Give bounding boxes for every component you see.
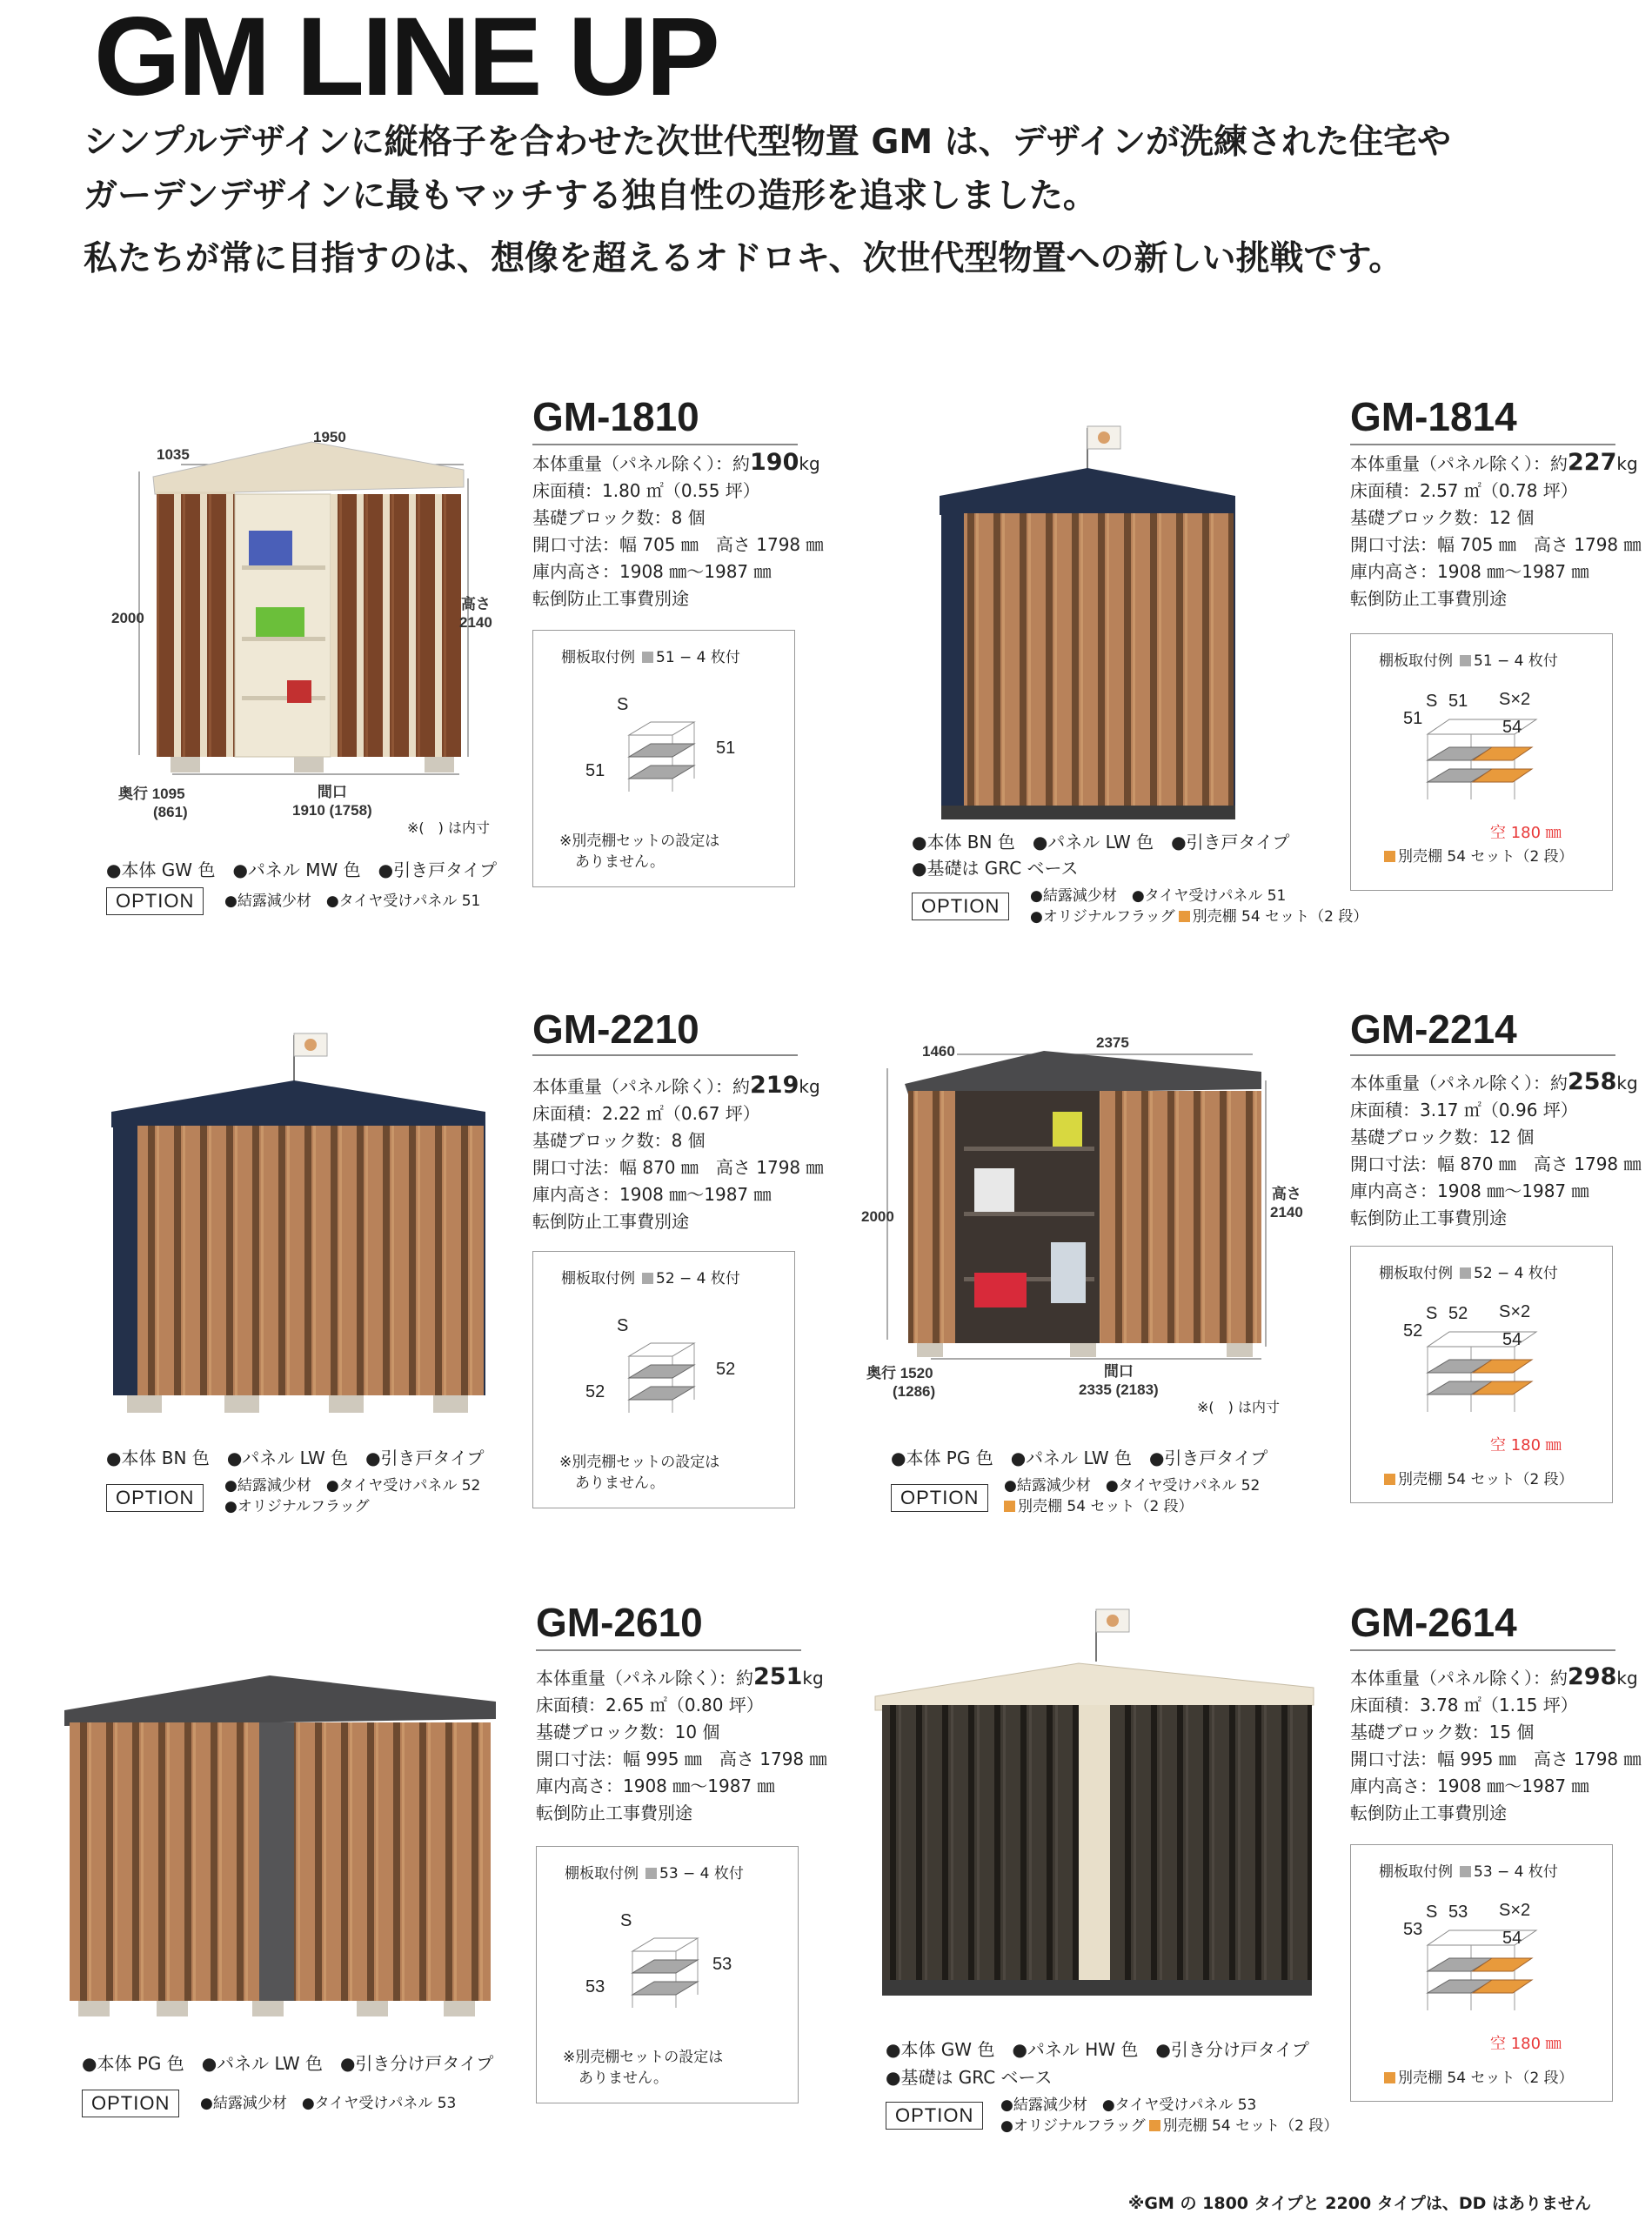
option-label: OPTION [891, 1484, 988, 1512]
footnote: ※GM の 1800 タイプと 2200 タイプは、DD はありません [1127, 2194, 1591, 2213]
option-list: ●結露減少材 ●タイヤ受けパネル 51 [224, 893, 481, 910]
gm-2610-illustration [61, 1653, 505, 2036]
dim-opening: 間口 2335 (2183) [1079, 1363, 1159, 1398]
dim-height-right: 高さ 2140 [1270, 1186, 1303, 1221]
shelf-caption: 棚板取付例 52 − 4 枚付 [1379, 1265, 1558, 1282]
shelf-example-box: 棚板取付例 53 − 4 枚付 S 53 53 ※別売棚セットの設定は ありません。 [536, 1846, 799, 2103]
shelf-diagram-icon [1419, 1923, 1541, 2019]
dim-opening: 間口 1910 (1758) [292, 784, 372, 819]
gm-1810-illustration [103, 409, 512, 835]
feature-line-2: ●基礎は GRC ベース [912, 858, 1079, 879]
option-label: OPTION [886, 2102, 983, 2130]
feature-line: ●本体 PG 色 ●パネル LW 色 ●引き分け戸タイプ [82, 2053, 494, 2074]
spec-list: 本体重量（パネル除く）：約190kg 床面積：1.80 ㎡（0.55 坪） 基礎ブロック数：8 個 開口寸法：幅 705 ㎜ 高さ 1798 ㎜ 庫内高さ：1908 ㎜～1987 ㎜ 転倒防止工事費別途 [532, 449, 824, 609]
option-list: ●結露減少材 ●タイヤ受けパネル 53 ●オリジナルフラッグ 別売棚 54 セット（2 段） [1000, 2097, 1339, 2135]
model-name: GM-2610 [536, 1600, 703, 1645]
dim-width-top: 1950 [313, 429, 346, 445]
dim-height-right: 高さ 2140 [459, 596, 492, 631]
gm-2210-illustration [103, 1025, 512, 1425]
divider [536, 1649, 801, 1651]
divider [532, 1054, 798, 1056]
feature-line-2: ●基礎は GRC ベース [886, 2067, 1053, 2088]
shelf-example-box: 棚板取付例 51 − 4 枚付 S 51 51 ※別売棚セットの設定は ありません。 [532, 630, 795, 887]
option-list: ●結露減少材 ●タイヤ受けパネル 53 [200, 2095, 457, 2112]
model-name: GM-1810 [532, 394, 699, 439]
spec-list: 本体重量（パネル除く）：約219kg 床面積：2.22 ㎡（0.67 坪） 基礎ブロック数：8 個 開口寸法：幅 870 ㎜ 高さ 1798 ㎜ 庫内高さ：1908 ㎜～1987 ㎜ 転倒防止工事費別途 [532, 1072, 824, 1232]
intro-line-3: 私たちが常に目指すのは、想像を超えるオドロキ、次世代型物置への新しい挑戦です。 [84, 239, 1403, 278]
shelf-diagram-icon [612, 1339, 707, 1417]
option-label: OPTION [912, 893, 1009, 920]
page-title: GM LINE UP [94, 0, 718, 119]
shelf-caption: 棚板取付例 51 − 4 枚付 [1379, 652, 1558, 670]
dim-depth-top: 1460 [922, 1043, 955, 1060]
gm-1814-illustration [922, 418, 1253, 835]
divider [1350, 444, 1615, 445]
intro-line-2: ガーデンデザインに最もマッチする独自性の造形を追求しました。 [84, 177, 1097, 216]
gm-2214-illustration [861, 1016, 1314, 1416]
spec-list: 本体重量（パネル除く）：約227kg 床面積：2.57 ㎡（0.78 坪） 基礎ブロック数：12 個 開口寸法：幅 705 ㎜ 高さ 1798 ㎜ 庫内高さ：1908 ㎜～1987 ㎜ 転倒防止工事費別途 [1350, 449, 1642, 609]
shelf-example-box: 棚板取付例 53 − 4 枚付 S 53 S×2 53 54 空 180 ㎜ 別売棚 54 セット（2 段） [1350, 1844, 1613, 2102]
dim-depth-bottom: 奥行 1520 (1286) [866, 1365, 936, 1400]
intro-line-1: シンプルデザインに縦格子を合わせた次世代型物置 GM は、デザインが洗練された住宅や [84, 123, 1451, 162]
option-label: OPTION [106, 887, 204, 915]
option-label: OPTION [82, 2090, 179, 2117]
divider [1350, 1054, 1615, 1056]
shelf-caption: 棚板取付例 53 − 4 枚付 [1379, 1863, 1558, 1881]
no-shelf-note: ※別売棚セットの設定は ありません。 [559, 833, 720, 871]
inner-note: ※( ) は内寸 [407, 819, 490, 836]
shelf-diagram-icon [1419, 712, 1541, 808]
divider [1350, 1649, 1615, 1651]
dim-depth-bottom: 奥行 1095 (861) [118, 786, 188, 820]
spec-list: 本体重量（パネル除く）：約251kg 床面積：2.65 ㎡（0.80 坪） 基礎ブロック数：10 個 開口寸法：幅 995 ㎜ 高さ 1798 ㎜ 庫内高さ：1908 ㎜～1987 ㎜ 転倒防止工事費別途 [536, 1663, 827, 1823]
divider [532, 444, 798, 445]
model-name: GM-2210 [532, 1006, 699, 1052]
option-list: ●結露減少材 ●タイヤ受けパネル 52 ●オリジナルフラッグ [224, 1477, 481, 1515]
shelf-example-box: 棚板取付例 51 − 4 枚付 S 51 S×2 51 54 空 180 ㎜ 別売棚 54 セット（2 段） [1350, 633, 1613, 891]
shelf-example-box: 棚板取付例 52 − 4 枚付 S 52 S×2 52 54 空 180 ㎜ 別売棚 54 セット（2 段） [1350, 1246, 1613, 1503]
shelf-caption: 棚板取付例 52 − 4 枚付 [561, 1270, 740, 1287]
feature-line: ●本体 BN 色 ●パネル LW 色 ●引き戸タイプ [912, 832, 1290, 853]
model-name: GM-2214 [1350, 1006, 1517, 1052]
feature-line: ●本体 PG 色 ●パネル LW 色 ●引き戸タイプ [891, 1448, 1268, 1468]
model-name: GM-2614 [1350, 1600, 1517, 1645]
spec-list: 本体重量（パネル除く）：約258kg 床面積：3.17 ㎡（0.96 坪） 基礎ブロック数：12 個 開口寸法：幅 870 ㎜ 高さ 1798 ㎜ 庫内高さ：1908 ㎜～1987 ㎜ 転倒防止工事費別途 [1350, 1068, 1642, 1228]
inner-note: ※( ) は内寸 [1197, 1399, 1280, 1415]
feature-line: ●本体 GW 色 ●パネル HW 色 ●引き分け戸タイプ [886, 2039, 1309, 2060]
dim-depth-top: 1035 [157, 446, 190, 463]
shelf-diagram-icon [1419, 1325, 1541, 1421]
shelf-caption: 棚板取付例 53 − 4 枚付 [565, 1865, 744, 1883]
option-list: ●結露減少材 ●タイヤ受けパネル 52 別売棚 54 セット（2 段） [1004, 1477, 1261, 1515]
feature-line: ●本体 GW 色 ●パネル MW 色 ●引き戸タイプ [106, 859, 498, 880]
dim-width-top: 2375 [1096, 1034, 1129, 1051]
gm-2614-illustration [870, 1601, 1322, 2010]
option-list: ●結露減少材 ●タイヤ受けパネル 51 ●オリジナルフラッグ 別売棚 54 セット（2 段） [1030, 887, 1368, 926]
shelf-example-box: 棚板取付例 52 − 4 枚付 S 52 52 ※別売棚セットの設定は ありません。 [532, 1251, 795, 1508]
shelf-caption: 棚板取付例 51 − 4 枚付 [561, 649, 740, 666]
dim-height-left: 2000 [861, 1208, 894, 1225]
shelf-diagram-icon [612, 718, 707, 796]
model-name: GM-1814 [1350, 394, 1517, 439]
option-label: OPTION [106, 1484, 204, 1512]
feature-line: ●本体 BN 色 ●パネル LW 色 ●引き戸タイプ [106, 1448, 485, 1468]
shelf-diagram-icon [615, 1934, 711, 2012]
dim-height-left: 2000 [111, 610, 144, 626]
spec-list: 本体重量（パネル除く）：約298kg 床面積：3.78 ㎡（1.15 坪） 基礎ブロック数：15 個 開口寸法：幅 995 ㎜ 高さ 1798 ㎜ 庫内高さ：1908 ㎜～1987 ㎜ 転倒防止工事費別途 [1350, 1663, 1642, 1823]
